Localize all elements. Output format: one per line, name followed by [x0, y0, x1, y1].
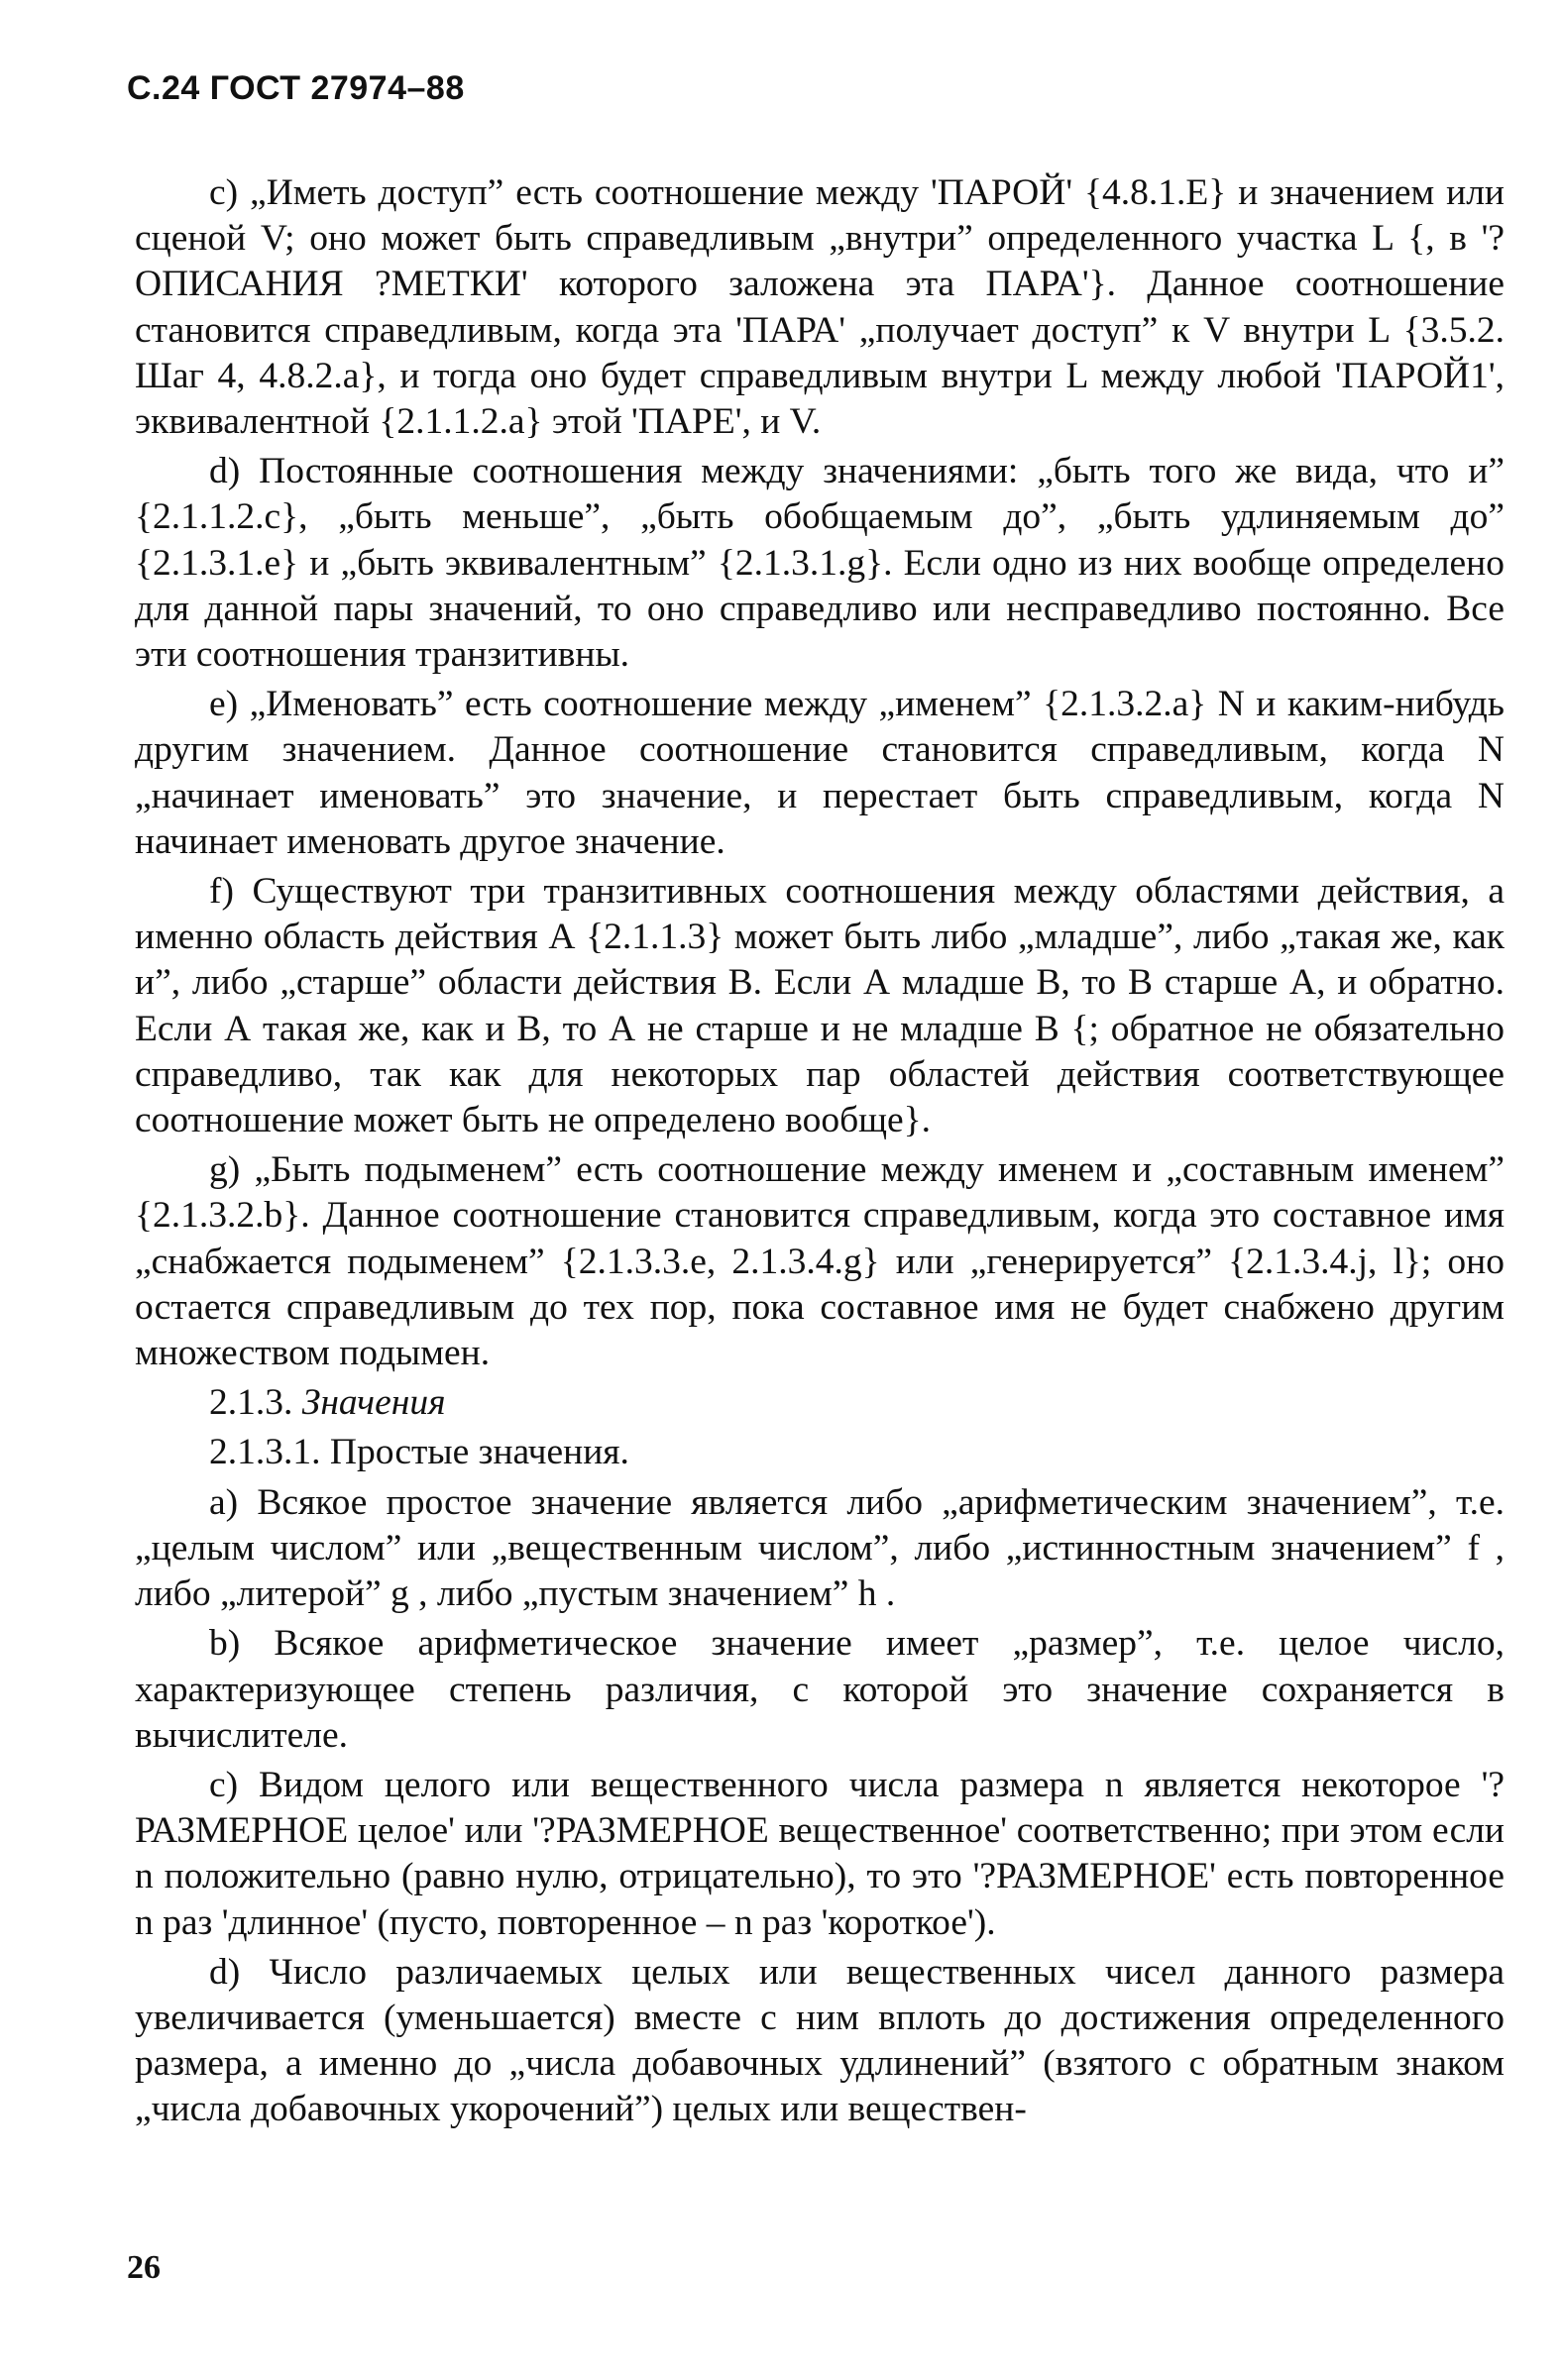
values-paragraph-a: а) Всякое простое значение является либо „арифметическим значением”, т.е. „целым числом” или „вещественным числом”, либо „истинностным значением” f , либо „литерой” g , либо „пустым значением” h . [135, 1481, 1505, 1615]
section-number: 2.1.3. [209, 1382, 293, 1424]
page-number: 26 [127, 2249, 161, 2286]
paragraph-d: d) Постоянные соотношения между значениями: „быть того же вида, что и” {2.1.1.2.с}, „быть меньше”, „быть обобщаемым до”, „быть удлиняемым до” {2.1.3.1.е} и „быть эквивалентным” {2.1.3.1.g}. Если одно из них вообще определено для данной пары значений, то оно справедливо или несправедливо постоянно. Все эти соотношения транзитивны. [135, 451, 1505, 676]
values-paragraph-b: b) Всякое арифметическое значение имеет „размер”, т.е. целое число, характеризующее степень различия, с которой это значение сохраняется в вычислителе. [135, 1623, 1505, 1756]
paragraph-e: е) „Именовать” есть соотношение между „именем” {2.1.3.2.а} N и каким-нибудь другим значением. Данное соотношение становится справедливым, когда N „начинает именовать” это значение, и перестает быть справедливым, когда N начинает именовать другое значение. [135, 684, 1505, 862]
subsection-heading: 2.1.3.1. Простые значения. [209, 1432, 629, 1473]
paragraph-g: g) „Быть подыменем” есть соотношение между именем и „составным именем” {2.1.3.2.b}. Данное соотношение становится справедливым, когда это составное имя „снабжается подыменем” {2.1.3.3.е, 2.1.3.4.g} или „генерируется” {2.1.3.4.j, l}; оно остается справедливым до тех пор, пока составное имя не будет снабжено другим множеством подымен. [135, 1149, 1505, 1374]
paragraph-f: f) Существуют три транзитивных соотношения между областями действия, а именно область действия А {2.1.1.3} может быть либо „младше”, либо „такая же, как и”, либо „старше” области действия В. Если А младше В, то В старше А, и обратно. Если А такая же, как и В, то А не старше и не младше В {; обратное не обязательно справедливо, так как для некоторых пар областей действия соответствующее соотношение может быть не определено вообще}. [135, 871, 1505, 1141]
page-body [135, 170, 1505, 2137]
page-header: С.24 ГОСТ 27974–88 [127, 69, 465, 107]
values-paragraph-c: с) Видом целого или вещественного числа размера n является некоторое '?РАЗМЕРНОЕ целое' или '?РАЗМЕРНОЕ вещественное' соответственно; при этом если n положительно (равно нулю, отрицательно), то это '?РАЗМЕРНОЕ' есть повторенное n раз 'длинное' (пусто, повторенное – n раз 'короткое'). [135, 1764, 1505, 1943]
section-heading [135, 1380, 1505, 1426]
values-paragraph-d: d) Число различаемых целых или вещественных чисел данного размера увеличивается (уменьшается) вместе с ним вплоть до достижения определенного размера, а именно до „числа добавочных удлинений” (взятого с обратным знаком „числа добавочных укорочений”) целых или веществен- [135, 1951, 1505, 2130]
section-title: Значения [301, 1382, 446, 1424]
paragraph-c: c) „Иметь доступ” есть соотношение между 'ПАРОЙ' {4.8.1.E} и значением или сценой V; оно может быть справедливым „внутри” определенного участка L {, в '?ОПИСАНИЯ ?МЕТКИ' которого заложена эта ПАРА'}. Данное соотношение становится справедливым, когда эта 'ПАРА' „получает доступ” к V внутри L {3.5.2. Шаг 4, 4.8.2.а}, и тогда оно будет справедливым внутри L между любой 'ПАРОЙ1', эквивалентной {2.1.1.2.а} этой 'ПАРЕ', и V. [135, 172, 1505, 443]
